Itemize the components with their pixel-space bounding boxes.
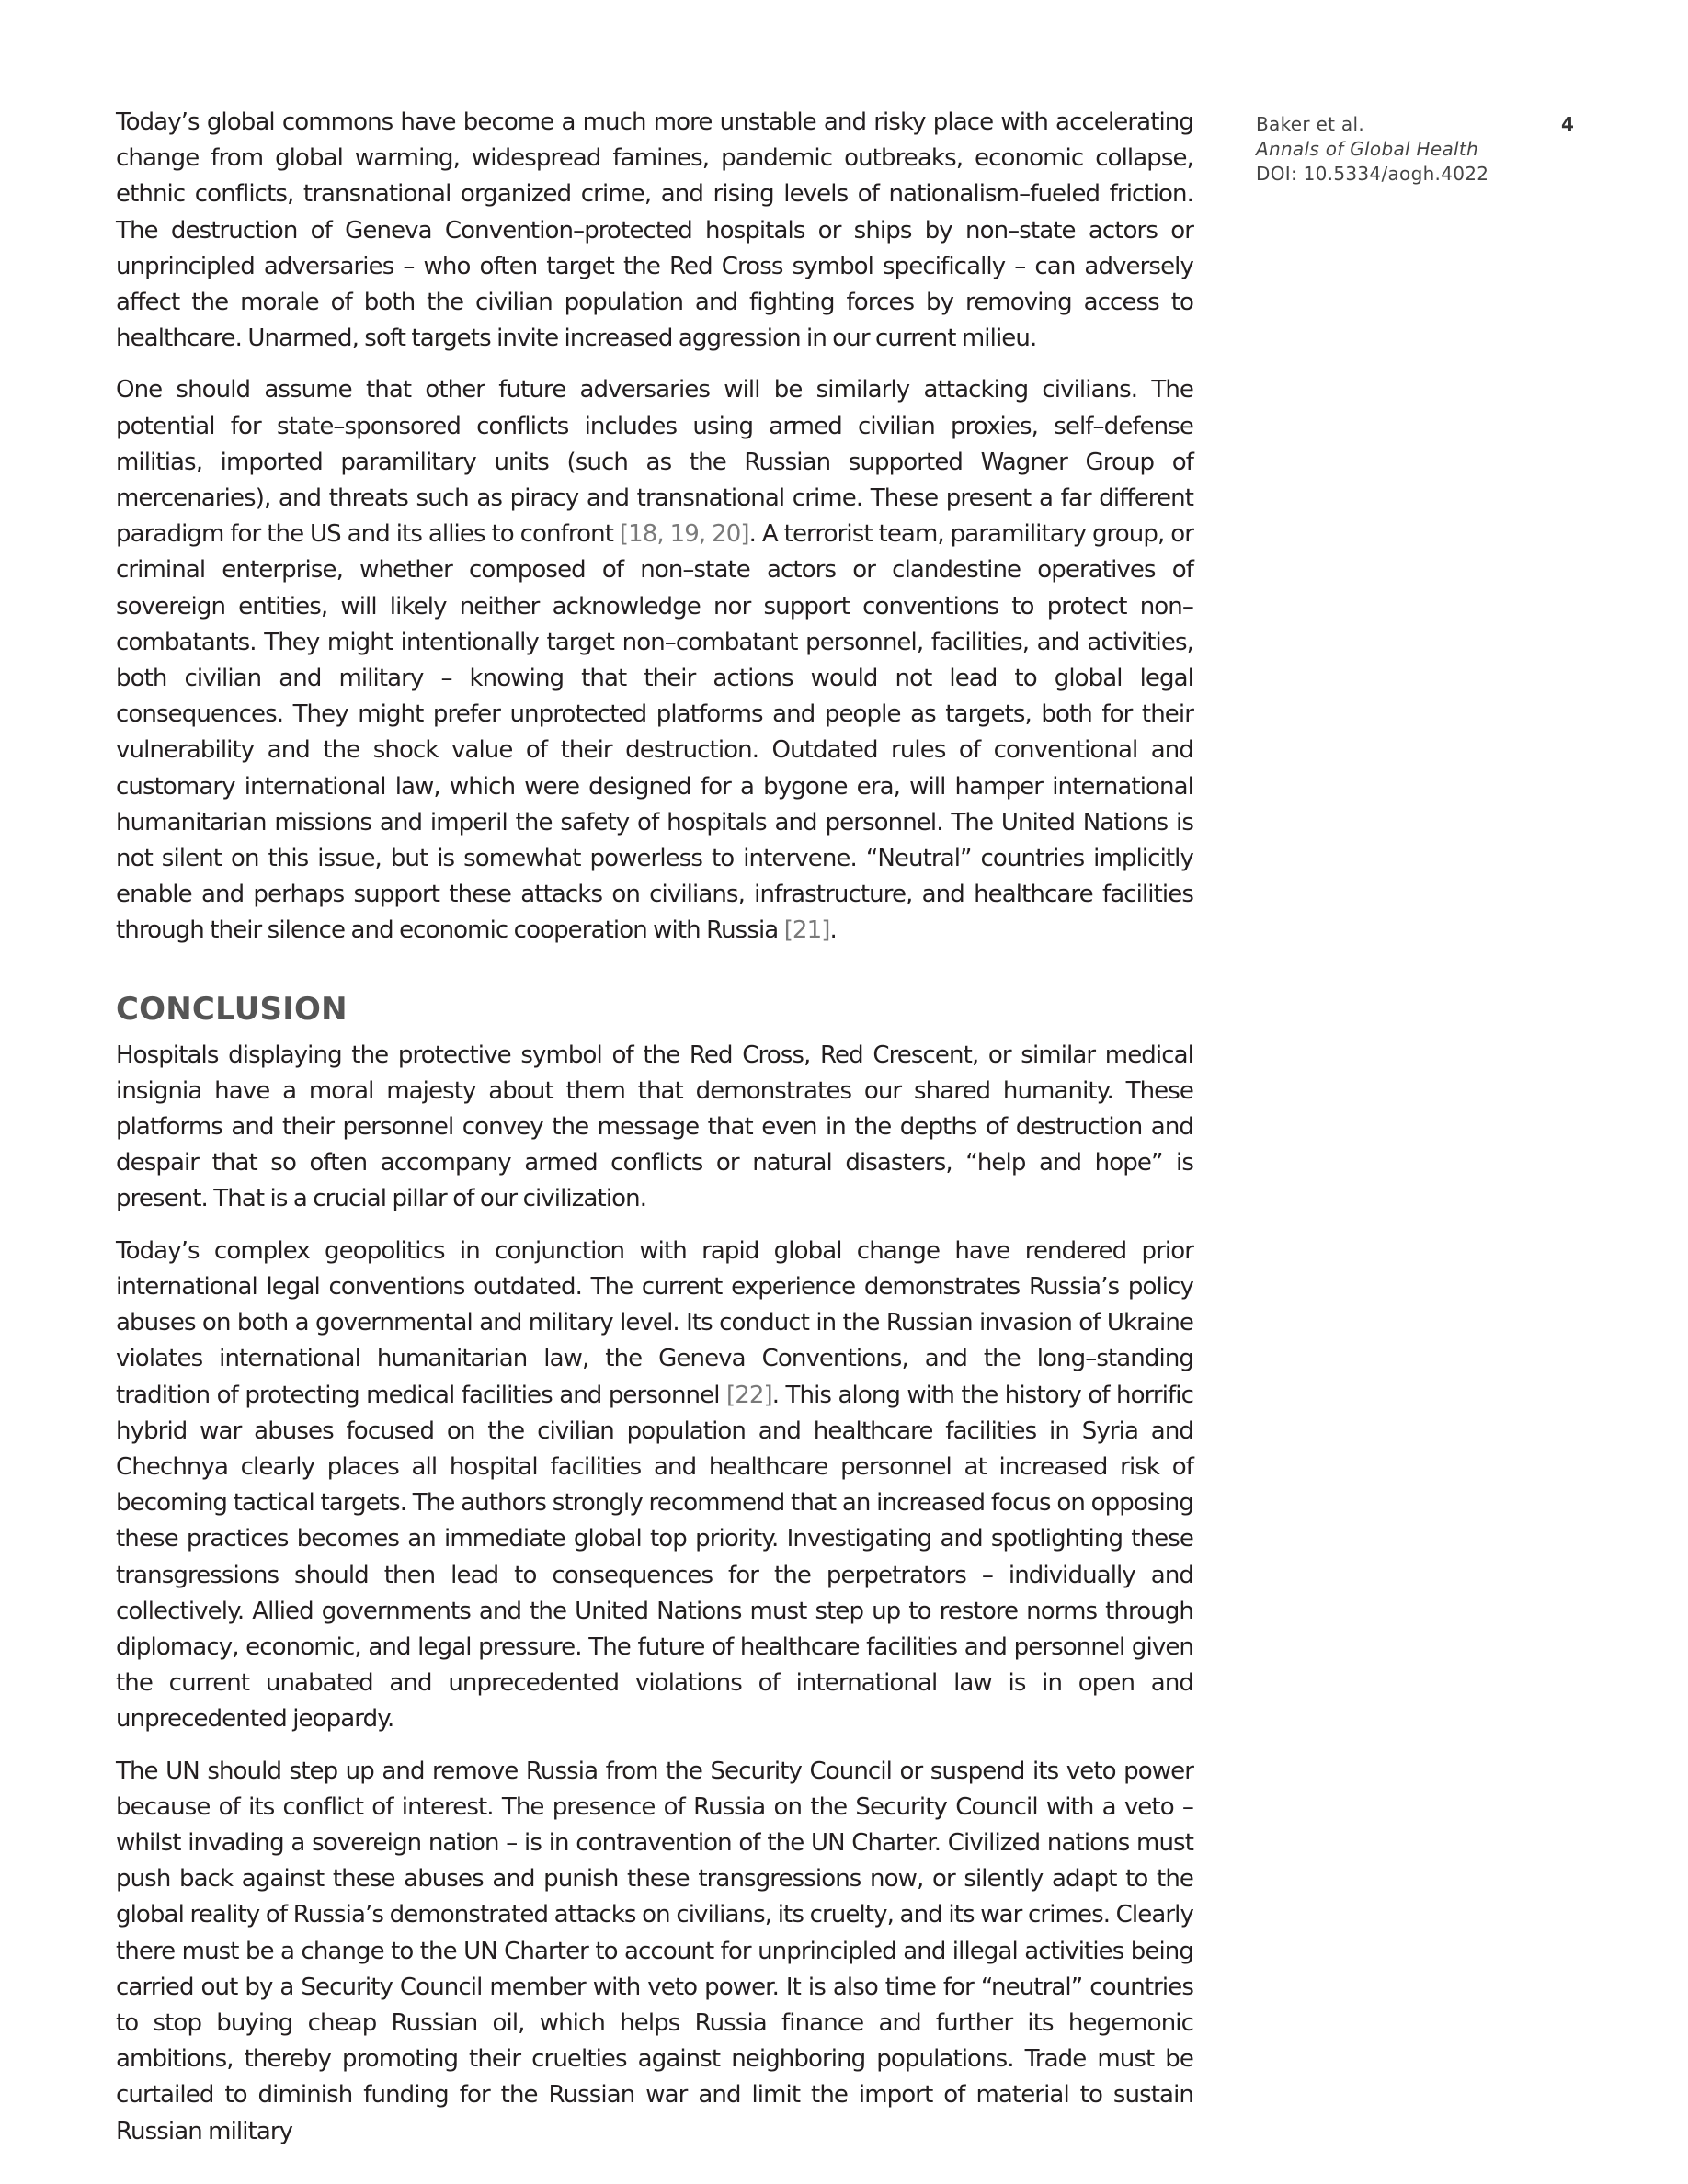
paragraph-text: . <box>829 916 837 945</box>
header-authors: Baker et al. <box>1256 113 1365 135</box>
header-journal: Annals of Global Health <box>1256 138 1478 160</box>
citation-link[interactable]: [22] <box>725 1381 772 1409</box>
page-number: 4 <box>1561 113 1574 135</box>
body-paragraph-1 <box>116 105 1193 357</box>
citation-link[interactable]: [18, 19, 20] <box>619 520 749 549</box>
body-paragraph-5 <box>116 1754 1193 2150</box>
paragraph-text: . This along with the history of horrific hybrid war abuses focused on the civilian population and healthcare facilities in Syria and Chechnya clearly places all hospital facilities and healthcare personnel at increased risk of becoming tactical targets. The authors strongly recommend that an increased focus on opposing these practices becomes an immediate global top priority. Investigating and spotlighting these transgressions should then lead to consequences for the perpetrators – individually and collectively. Allied governments and the United Nations must step up to restore norms through diplomacy, economic, and legal pressure. The future of healthcare facilities and personnel given the current unabated and unprecedented violations of international law is in open and unprecedented jeopardy. <box>116 1381 1193 1734</box>
body-paragraph-3 <box>116 1038 1193 1218</box>
paragraph-text: Hospitals displaying the protective symbol of the Red Cross, Red Crescent, or similar medical insignia have a moral majesty about them that demonstrates our shared humanity. These platforms and their personnel convey the message that even in the depths of destruction and despair that so often accompany armed conflicts or natural disasters, “help and hope” is present. That is a crucial pillar of our civilization. <box>116 1041 1193 1213</box>
header-doi: DOI: 10.5334/aogh.4022 <box>1256 163 1489 185</box>
body-paragraph-4 <box>116 1234 1193 1738</box>
body-paragraph-2 <box>116 372 1193 949</box>
paragraph-text: One should assume that other future adversaries will be similarly attacking civilians. The potential for state–sponsored conflicts includes using armed civilian proxies, self–defense militias, imported paramilitary units (such as the Russian supported Wagner Group of mercenaries), and threats such as piracy and transnational crime. These present a far different paradigm for the US and its allies to confront <box>116 376 1193 549</box>
paragraph-text: The UN should step up and remove Russia from the Security Council or suspend its veto power because of its conflict of interest. The presence of Russia on the Security Council with a veto – whilst invading a sovereign nation – is in contravention of the UN Charter. Civilized nations must push back against these abuses and punish these transgressions now, or silently adapt to the global reality of Russia’s demonstrated attacks on civilians, its cruelty, and its war crimes. Clearly there must be a change to the UN Charter to account for unprincipled and illegal activities being carried out by a Security Council member with veto power. It is also time for “neutral” countries to stop buying cheap Russian oil, which helps Russia finance and further its hegemonic ambitions, thereby promoting their cruelties against neighboring populations. Trade must be curtailed to diminish funding for the Russian war and limit the import of material to sustain Russian military <box>116 1757 1193 2145</box>
article-body <box>116 105 1193 2150</box>
running-header <box>1256 112 1578 187</box>
paragraph-text: Today’s complex geopolitics in conjunction with rapid global change have rendered prior international legal conventions outdated. The current experience demonstrates Russia’s policy abuses on both a governmental and military level. Its conduct in the Russian invasion of Ukraine violates international humanitarian law, the Geneva Conventions, and the long–standing tradition of protecting medical facilities and personnel <box>116 1236 1193 1409</box>
paragraph-text: Today’s global commons have become a much more unstable and risky place with accelerating change from global warming, widespread famines, pandemic outbreaks, economic collapse, ethnic conflicts, transnational organized crime, and rising levels of nationalism–fueled friction. The destruction of Geneva Convention–protected hospitals or ships by non–state actors or unprincipled adversaries – who often target the Red Cross symbol specifically – can adversely affect the morale of both the civilian population and fighting forces by removing access to healthcare. Unarmed, soft targets invite increased aggression in our current milieu. <box>116 108 1193 353</box>
paragraph-text: . A terrorist team, paramilitary group, or criminal enterprise, whether composed of non–state actors or clandestine operatives of sovereign entities, will likely neither acknowledge nor support conventions to protect non–combatants. They might intentionally target non–combatant personnel, facilities, and activities, both civilian and military – knowing that their actions would not lead to global legal consequences. They might prefer unprotected platforms and people as targets, both for their vulnerability and the shock value of their destruction. Outdated rules of conventional and customary international law, which were designed for a bygone era, will hamper international humanitarian missions and imperil the safety of hospitals and personnel. The United Nations is not silent on this issue, but is somewhat powerless to intervene. “Neutral” countries implicitly enable and perhaps support these attacks on civilians, infrastructure, and healthcare facilities through their silence and economic cooperation with Russia <box>116 520 1193 945</box>
section-heading-conclusion: CONCLUSION <box>116 990 348 1028</box>
citation-link[interactable]: [21] <box>783 916 830 945</box>
